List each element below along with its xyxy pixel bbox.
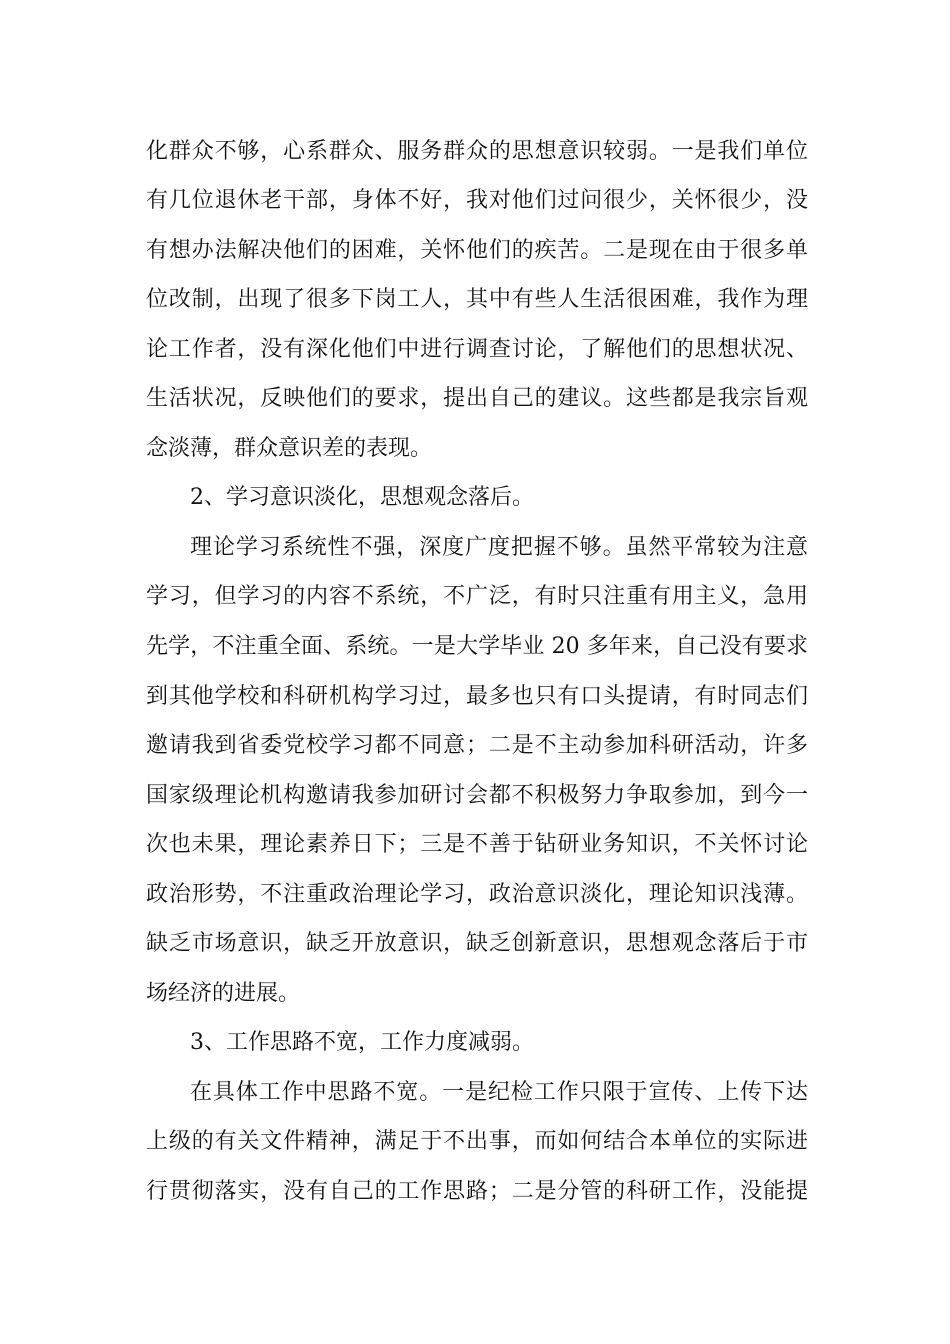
text-line: 有想办法解决他们的困难，关怀他们的疾苦。二是现在由于很多单 bbox=[146, 238, 808, 263]
text-line: 学习，但学习的内容不系统，不广泛，有时只注重有用主义，急用 bbox=[146, 584, 808, 609]
text-line: 邀请我到省委党校学习都不同意；二是不主动参加科研活动，许多 bbox=[146, 733, 808, 758]
text-line: 场经济的进展。 bbox=[146, 981, 301, 1006]
text-line: 有几位退休老干部，身体不好，我对他们过问很少，关怀很少，没 bbox=[146, 188, 808, 213]
text-line: 国家级理论机构邀请我参加研讨会都不积极努力争取参加，到今一 bbox=[146, 783, 808, 808]
text-line: 论工作者，没有深化他们中进行调查讨论，了解他们的思想状况、 bbox=[146, 337, 808, 362]
text-line: 先学，不注重全面、系统。一是大学毕业 20 多年来，自己没有要求 bbox=[146, 634, 808, 659]
text-line: 念淡薄，群众意识差的表现。 bbox=[146, 436, 433, 461]
section-heading: 3、工作思路不宽，工作力度减弱。 bbox=[190, 1030, 534, 1055]
text-line: 到其他学校和科研机构学习过，最多也只有口头提请，有时同志们 bbox=[146, 684, 808, 709]
text-line: 生活状况，反映他们的要求，提出自己的建议。这些都是我宗旨观 bbox=[146, 386, 808, 411]
text-line: 在具体工作中思路不宽。一是纪检工作只限于宣传、上传下达 bbox=[190, 1080, 808, 1105]
text-line: 上级的有关文件精神，满足于不出事，而如何结合本单位的实际进 bbox=[146, 1129, 808, 1154]
text-line: 理论学习系统性不强，深度广度把握不够。虽然平常较为注意 bbox=[190, 535, 808, 560]
section-heading: 2、学习意识淡化，思想观念落后。 bbox=[190, 485, 534, 510]
text-line: 缺乏市场意识，缺乏开放意识，缺乏创新意识，思想观念落后于市 bbox=[146, 931, 808, 956]
text-line: 次也未果，理论素养日下；三是不善于钻研业务知识，不关怀讨论 bbox=[146, 832, 808, 857]
text-line: 化群众不够，心系群众、服务群众的思想意识较弱。一是我们单位 bbox=[146, 139, 808, 164]
text-line: 政治形势，不注重政治理论学习，政治意识淡化，理论知识浅薄。 bbox=[146, 882, 808, 907]
text-line: 位改制，出现了很多下岗工人，其中有些人生活很困难，我作为理 bbox=[146, 287, 808, 312]
text-line: 行贯彻落实，没有自己的工作思路；二是分管的科研工作，没能提 bbox=[146, 1179, 808, 1204]
